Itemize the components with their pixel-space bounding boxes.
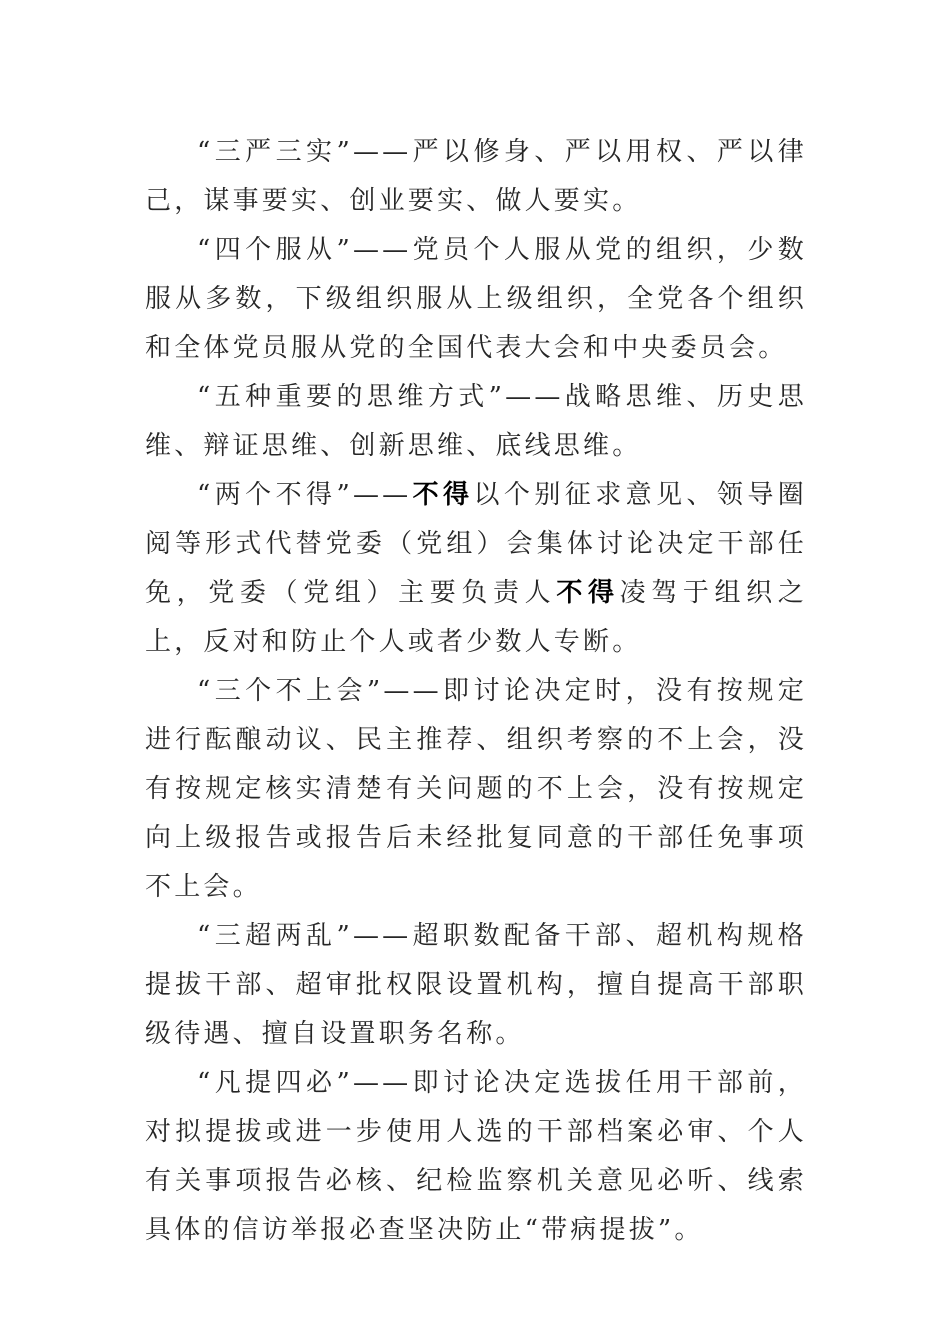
paragraph-text: “两个不得”—— (197, 480, 412, 510)
paragraph-fan-ti-si-bi (145, 1059, 807, 1255)
paragraph-san-yan-san-shi (145, 128, 807, 226)
paragraph-text: “三严三实”——严以修身、严以用权、严以律己，谋事要实、创业要实、做人要实。 (145, 137, 807, 216)
paragraph-text: “五种重要的思维方式”——战略思维、历史思维、辩证思维、创新思维、底线思维。 (145, 382, 807, 461)
paragraph-text: “四个服从”——党员个人服从党的组织，少数服从多数，下级组织服从上级组织，全党各个组织和全体党员服从党的全国代表大会和中央委员会。 (145, 235, 807, 363)
paragraph-san-chao-liang-luan (145, 912, 807, 1059)
emphasis-text: 不得 (411, 480, 474, 510)
paragraph-wu-zhong-si-wei (145, 373, 807, 471)
paragraph-si-ge-fu-cong (145, 226, 807, 373)
paragraph-text: “三超两乱”——超职数配备干部、超机构规格提拔干部、超审批权限设置机构，擅自提高干部职级待遇、擅自设置职务名称。 (145, 921, 807, 1049)
paragraph-text: “凡提四必”——即讨论决定选拔任用干部前，对拟提拔或进一步使用人选的干部档案必审、个人有关事项报告必核、纪检监察机关意见必听、线索具体的信访举报必查坚决防止“带病提拔”。 (145, 1068, 807, 1245)
emphasis-text: 不得 (556, 578, 620, 608)
paragraph-liang-ge-bu-de (145, 471, 807, 667)
paragraph-text: “三个不上会”——即讨论决定时，没有按规定进行酝酿动议、民主推荐、组织考察的不上会，没有按规定核实清楚有关问题的不上会，没有按规定向上级报告或报告后未经批复同意的干部任免事项不上会。 (145, 676, 807, 902)
document-body (145, 128, 807, 1255)
paragraph-text: 凌驾于组织之上，反对和防止个人或者少数人专断。 (145, 578, 807, 657)
paragraph-text: 以个别征求意见、领导圈阅等形式代替党委（党组）会集体讨论决定干部任免，党委（党组）主要负责人 (145, 480, 808, 608)
paragraph-san-ge-bu-shang-hui (145, 667, 807, 912)
